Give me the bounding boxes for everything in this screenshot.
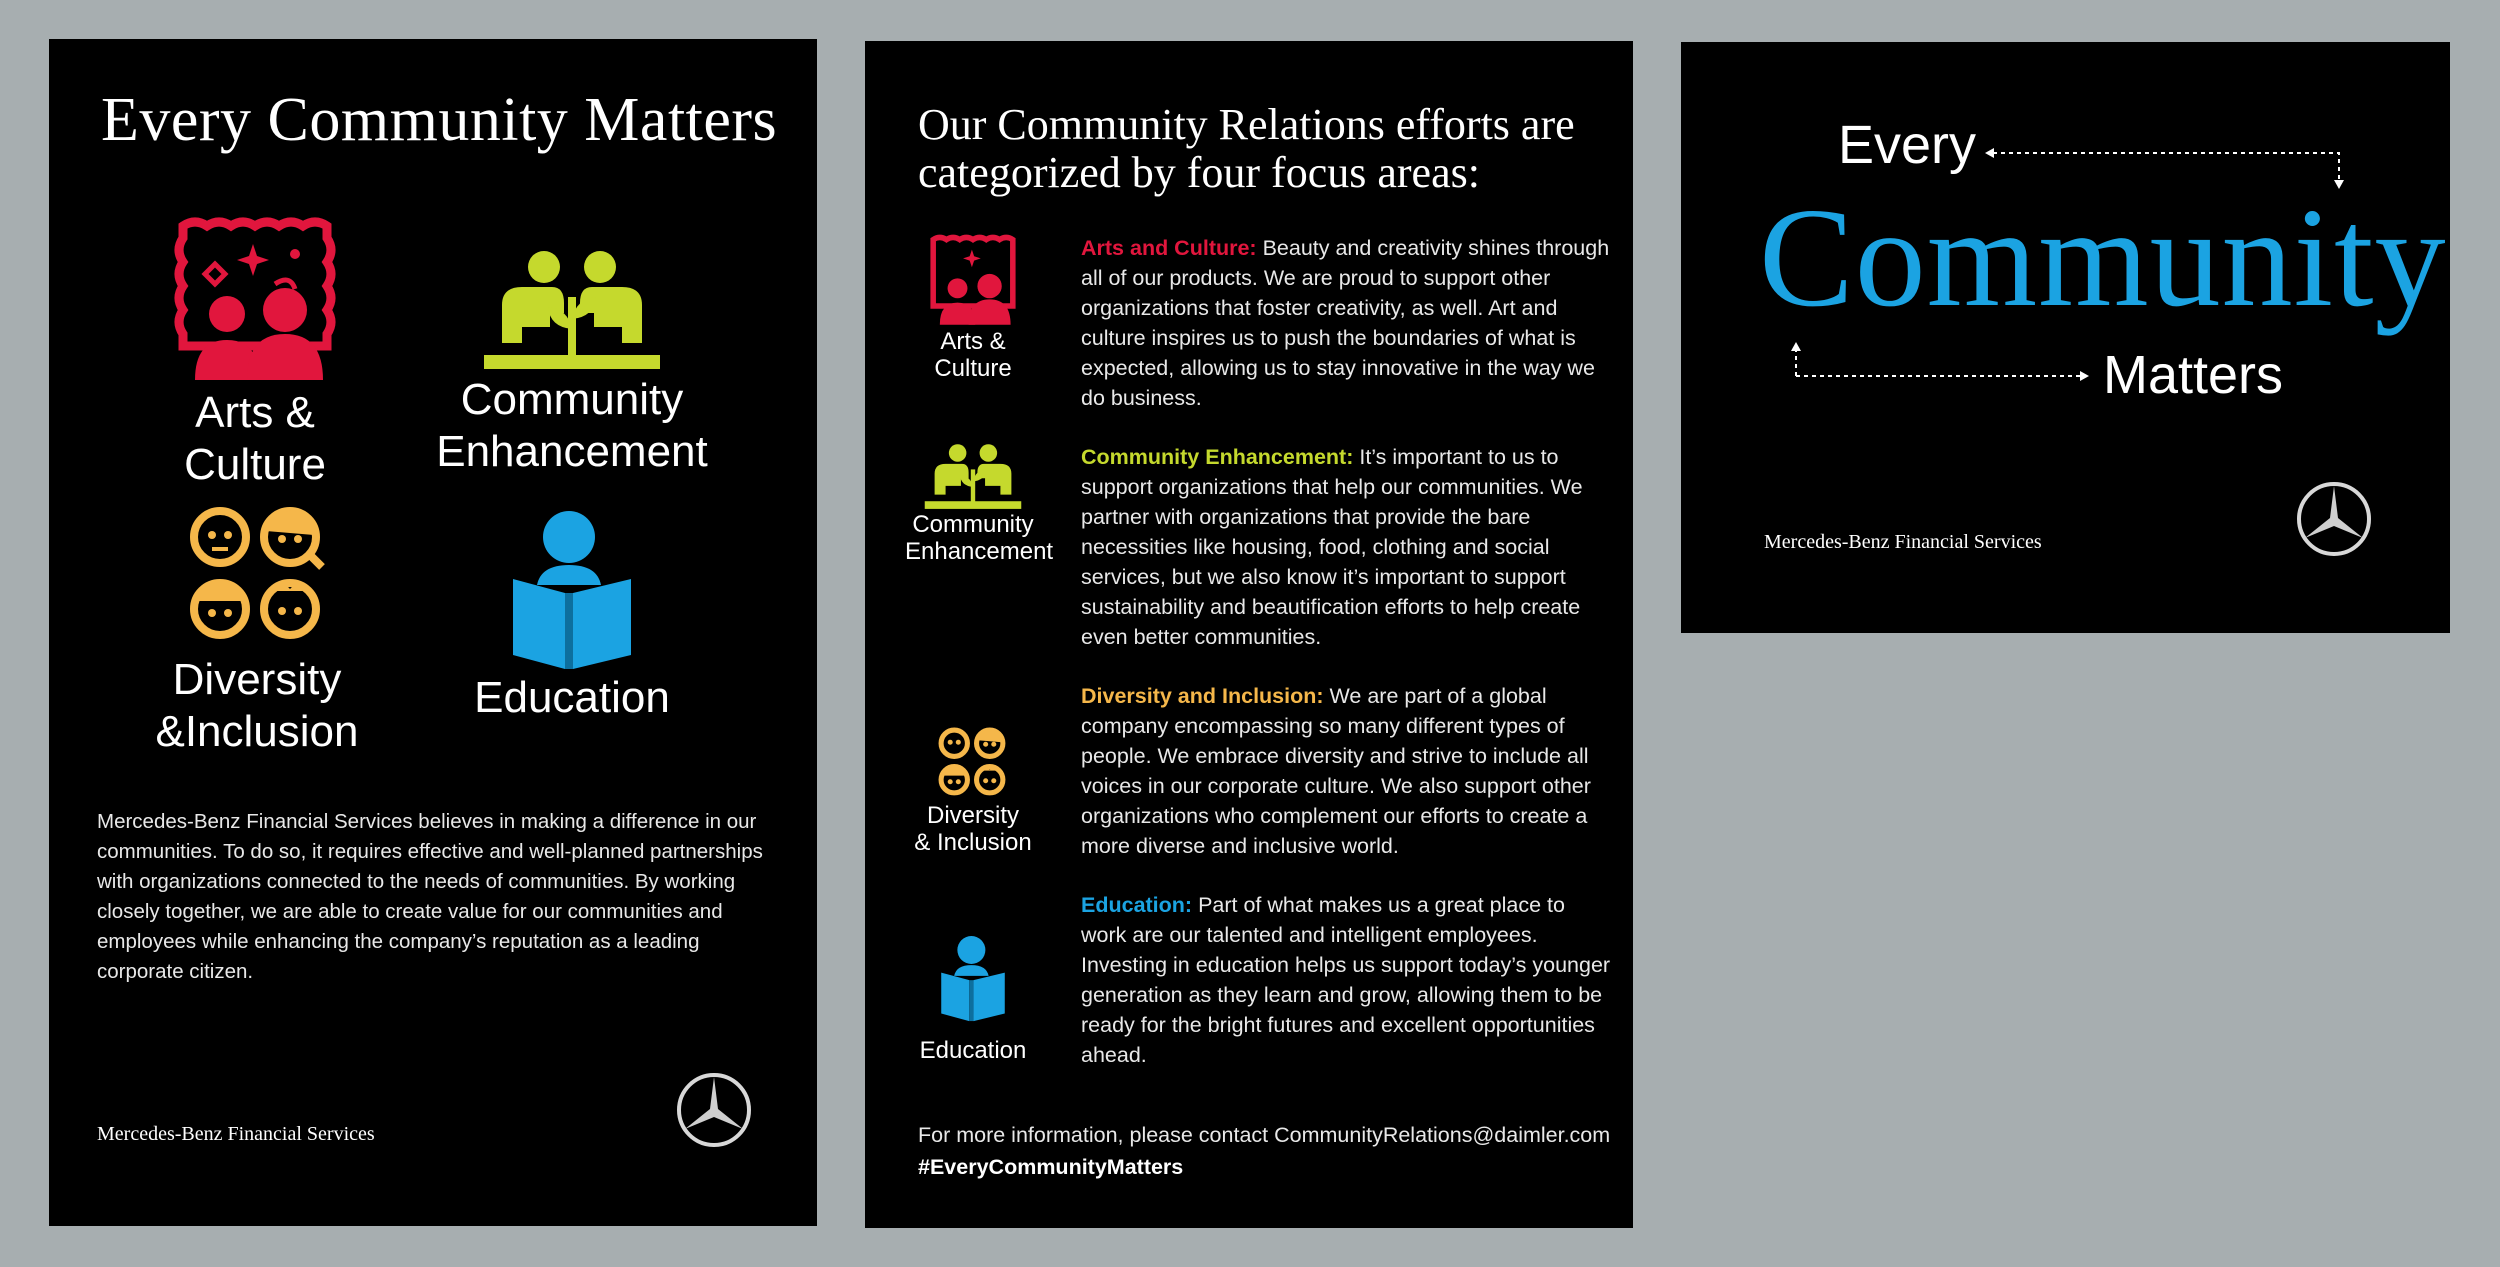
focus-heading-arts: Arts and Culture: <box>1081 236 1257 260</box>
focus-heading-community: Community Enhancement: <box>1081 445 1354 469</box>
flyer-panel-slogan <box>1681 42 2450 633</box>
intro-paragraph: Mercedes-Benz Financial Services believes in making a difference in our communities. To do so, it requires effective and well-planned partnerships with organizations connected to the needs of communities. By working closely together, we are able to create value for our communities and employees while enhancing the company’s reputation as a leading corporate citizen. <box>97 810 763 983</box>
tile-label-arts-1: Arts & <box>195 388 315 437</box>
contact-block <box>918 1119 1610 1183</box>
tile-label-community-2: Enhancement <box>436 427 708 476</box>
focus-text-diversity <box>1081 681 1611 861</box>
tile-label-education: Education <box>474 673 670 722</box>
brand-name: Mercedes-Benz Financial Services <box>97 1123 375 1145</box>
contact-text: For more information, please contact CommunityRelations@daimler.com <box>918 1123 1611 1147</box>
tile-diversity-inclusion <box>107 501 407 755</box>
tile-label-community-1: Community <box>460 375 684 424</box>
flyer-panel-focus-areas <box>865 41 1633 1228</box>
focus-text-education <box>1081 890 1611 1070</box>
flyer-panel-overview <box>49 39 817 1226</box>
tile-community-enhancement <box>422 247 722 475</box>
focus-label-diversity-2: & Inclusion <box>914 829 1032 856</box>
slogan-matters: Matters <box>2103 345 2284 405</box>
mercedes-star-logo <box>675 1071 753 1149</box>
tile-label-arts-2: Culture <box>184 440 326 489</box>
brand-name: Mercedes-Benz Financial Services <box>1764 531 2042 553</box>
tile-label-diversity-1: Diversity <box>172 655 342 704</box>
focus-heading-diversity: Diversity and Inclusion: <box>1081 684 1324 708</box>
community-icon <box>923 442 1023 510</box>
education-icon <box>507 509 637 669</box>
focus-body-education: Part of what makes us a great place to work are our talented and intelligent employees. Investing in education helps us support today’s younger generation as they learn and grow, allowing them to be ready for the bright futures and excellent opportunities ahead. <box>1081 893 1611 1067</box>
focus-label-diversity-1: Diversity <box>926 802 1019 829</box>
focus-heading-education: Education: <box>1081 893 1193 917</box>
focus-areas-title: Our Community Relations efforts are categorized by four focus areas: <box>918 100 1575 197</box>
focus-label-community-2: Enhancement <box>905 538 1054 565</box>
education-icon <box>938 932 1008 1024</box>
focus-body-diversity: We are part of a global company encompassing so many different types of people. We embrace diversity and strive to include all voices in our corporate culture. We also support other organizations who complement our efforts to create a more diverse and inclusive world. <box>1081 684 1591 858</box>
arts-icon <box>165 214 345 384</box>
focus-label-arts-1: Arts & <box>940 328 1006 355</box>
focus-text-arts <box>1081 233 1611 413</box>
focus-label-arts-2: Culture <box>934 355 1012 382</box>
focus-text-community <box>1081 442 1611 652</box>
arts-icon <box>923 233 1023 327</box>
focus-label-education: Education <box>919 1037 1027 1064</box>
hashtag: #EveryCommunityMatters <box>918 1155 1184 1179</box>
community-icon <box>482 247 662 371</box>
focus-label-community-1: Community <box>912 511 1034 538</box>
diversity-icon <box>182 501 332 651</box>
slogan-community: Community <box>1759 178 2447 336</box>
focus-body-arts: Beauty and creativity shines through all of our products. We are proud to support other organizations that foster creativity, as well. Art and culture inspires us to push the boundaries of what is expected, allowing us to stay innovative in the way we do business. <box>1081 236 1610 410</box>
slogan-every: Every <box>1838 115 1977 175</box>
focus-body-community: It’s important to us to support organizations that help our communities. We partner with organizations that provide the bare necessities like housing, food, clothing and social services, but we also know it’s important to support sustainability and beautification efforts to help create even better communities. <box>1081 445 1583 649</box>
tile-arts-culture <box>105 214 405 488</box>
tile-label-diversity-2: &Inclusion <box>155 707 359 756</box>
tile-education <box>422 509 722 721</box>
mercedes-star-logo <box>2295 480 2373 558</box>
diversity-icon <box>935 725 1011 801</box>
page-title: Every Community Matters <box>101 86 778 154</box>
